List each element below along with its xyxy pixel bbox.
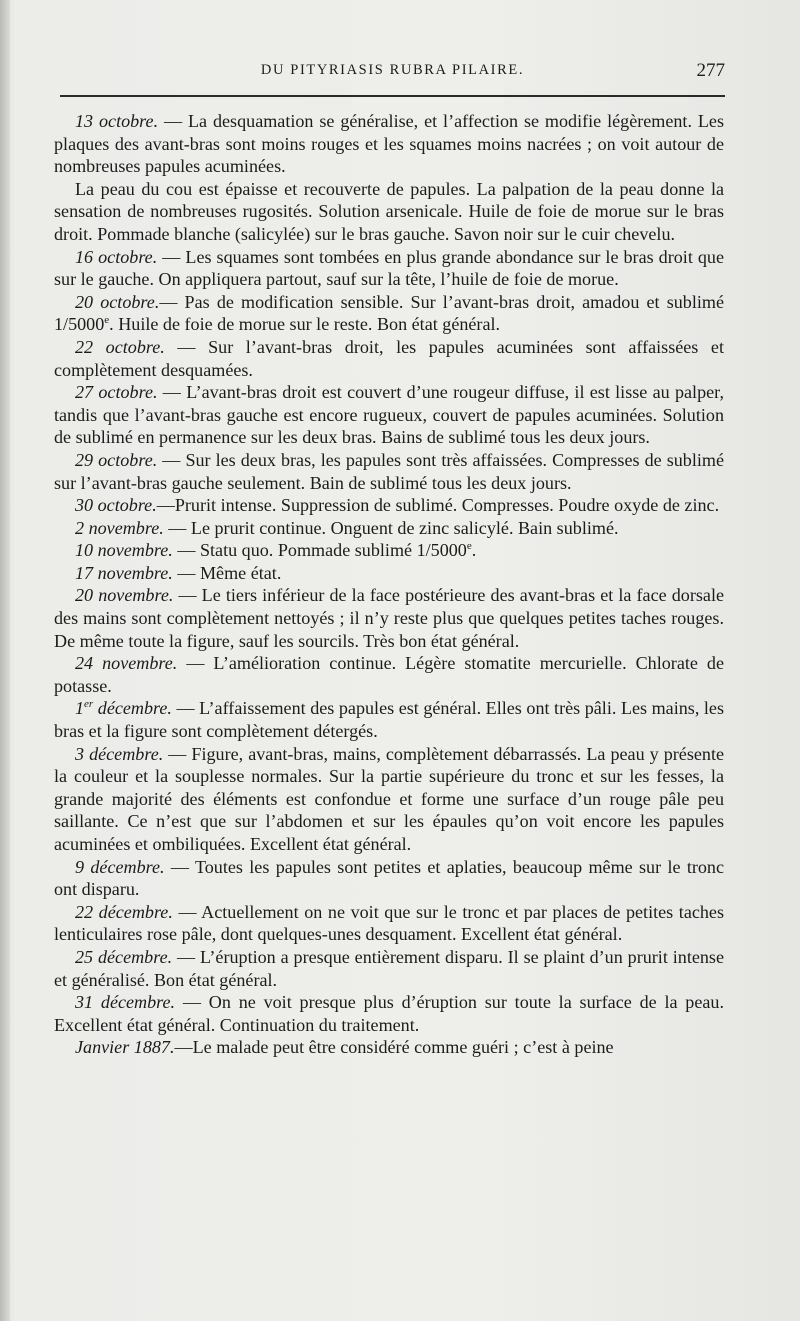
- page-number: 277: [696, 60, 725, 81]
- entry-date: 2 novembre.: [75, 517, 164, 538]
- entry-date: 29 octobre.: [75, 449, 158, 470]
- entry-date: 16 octobre.: [75, 246, 158, 267]
- entry-9-decembre: [54, 856, 724, 901]
- entry-text: — On ne voit presque plus d’éruption sur toute la surface de la peau. Excellent état général. Continuation du traitement.: [54, 992, 724, 1035]
- entry-date: 27 octobre.: [75, 382, 158, 403]
- entry-date: 10 novembre.: [75, 540, 173, 561]
- entry-text: — Même état.: [172, 562, 282, 583]
- entry-text: — La desquamation se généralise, et l’affection se modifie légèrement. Les plaques des avant-bras sont moins rouges et les squames moins nacrées ; on voit autour de nombreuses papules acuminées.: [54, 111, 725, 177]
- entry-3-decembre: [54, 743, 724, 856]
- entry-10-novembre: [54, 539, 724, 562]
- entry-24-novembre: [54, 652, 724, 697]
- entry-16-octobre: [54, 246, 724, 291]
- entry-date: Janvier 1887.: [75, 1037, 175, 1058]
- entry-20-octobre: [54, 291, 724, 336]
- entry-13-octobre: [54, 110, 724, 178]
- page-spine-shadow: [0, 0, 10, 1321]
- entry-date: 9 décembre.: [75, 856, 165, 877]
- entry-date: 24 novembre.: [75, 653, 178, 674]
- superscript: er: [84, 698, 94, 711]
- entry-text: — Sur les deux bras, les papules sont très affaissées. Compresses de sublimé sur l’avant-bras gauche seulement. Bain de sublimé tous les deux jours.: [54, 449, 724, 493]
- superscript: e: [104, 314, 110, 327]
- entry-text: — Figure, avant-bras, mains, complètement débarrassés. La peau y présente la couleur et la souplesse normales. Sur la partie supérieure du tronc et sur les fesses, la grande majorité des éléments est confondue et forme une surface d’un rouge pâle peu saillante. Ce n’est que sur l’abdomen et sur les épaules qu’on voit encore les papules acuminées et ombiliquées. Excellent état général.: [54, 743, 725, 854]
- entry-22-octobre: [54, 336, 724, 381]
- entry-text: — L’avant-bras droit est couvert d’une rougeur diffuse, il est lisse au palper, tandis que l’avant-bras gauche est encore rugueux, couvert de papules acuminées. Solution de sublimé en permanence sur les deux bras. Bains de sublimé tous les deux jours.: [54, 382, 724, 448]
- entry-17-novembre: [54, 562, 724, 585]
- entry-janvier-1887: [54, 1036, 724, 1059]
- entry-31-decembre: [54, 991, 724, 1036]
- entry-text: — L’amélioration continue. Légère stomatite mercurielle. Chlorate de potasse.: [54, 653, 725, 696]
- entry-text: — Pas de modification sensible. Sur l’avant-bras droit, amadou et sublimé 1/5000e. Huile de foie de morue sur le reste. Bon état général.: [54, 291, 724, 335]
- entry-date: 25 décembre.: [75, 946, 173, 967]
- entry-continuation: [54, 178, 724, 246]
- page-header: [60, 60, 725, 84]
- entry-date: 13 octobre.: [75, 111, 159, 131]
- entry-text: La peau du cou est épaisse et recouverte de papules. La palpation de la peau donne la sensation de nombreuses rugosités. Solution arsenicale. Huile de foie de morue sur le bras droit. Pommade blanche (salicylée) sur le bras gauche. Savon noir sur le cuir chevelu.: [54, 178, 724, 244]
- entry-1er-decembre: [54, 697, 724, 742]
- entry-29-octobre: [54, 449, 724, 494]
- entry-date: 22 octobre.: [75, 336, 165, 357]
- header-rule: [60, 95, 725, 97]
- entry-25-decembre: [54, 946, 724, 991]
- entry-text: — Le prurit continue. Onguent de zinc salicylé. Bain sublimé.: [163, 517, 619, 538]
- entry-text: — L’éruption a presque entièrement disparu. Il se plaint d’un prurit intense et généralisé. Bon état général.: [54, 946, 724, 990]
- entry-date: 20 octobre.: [75, 291, 160, 312]
- entry-date: 1er décembre.: [75, 698, 172, 719]
- entry-2-novembre: [54, 517, 724, 540]
- superscript: e: [466, 540, 472, 553]
- entry-date: 22 décembre.: [75, 901, 173, 922]
- entry-22-decembre: [54, 901, 724, 946]
- entry-27-octobre: [54, 381, 724, 449]
- running-title: DU PITYRIASIS RUBRA PILAIRE.: [260, 62, 525, 78]
- entry-date: 17 novembre.: [75, 562, 173, 583]
- entry-text: — L’affaissement des papules est général. Elles ont très pâli. Les mains, les bras et la figure sont complètement détergés.: [54, 698, 725, 742]
- entry-text: — Actuellement on ne voit que sur le tronc et par places de petites taches lenticulaires rose pâle, dont quelques-unes desquament. Excellent état général.: [54, 901, 725, 945]
- entry-30-octobre: [54, 494, 724, 517]
- entry-date: 31 décembre.: [75, 992, 176, 1013]
- entry-date: 30 octobre.: [75, 495, 157, 516]
- entry-text: — Les squames sont tombées en plus grande abondance sur le bras droit que sur le gauche. On appliquera partout, sauf sur la tête, l’huile de foie de morue.: [54, 246, 724, 290]
- entry-text: — Toutes les papules sont petites et aplaties, beaucoup même sur le tronc ont disparu.: [54, 856, 725, 900]
- entry-20-novembre: [54, 584, 724, 652]
- entry-text: —Le malade peut être considéré comme guéri ; c’est à peine: [174, 1037, 614, 1058]
- entry-text: — Sur l’avant-bras droit, les papules acuminées sont affaissées et complètement desquamées.: [54, 336, 724, 380]
- entry-text: — Le tiers inférieur de la face postérieure des avant-bras et la face dorsale des mains sont complètement nettoyés ; il n’y reste plus que quelques petites taches rouges. De même toute la figure, sauf les sourcils. Très bon état général.: [54, 585, 724, 651]
- entry-text: — Statu quo. Pommade sublimé 1/5000e.: [172, 540, 477, 561]
- entry-text: —Prurit intense. Suppression de sublimé. Compresses. Poudre oxyde de zinc.: [156, 495, 720, 516]
- journal-entries: [54, 110, 724, 1059]
- entry-date: 20 novembre.: [75, 585, 174, 606]
- entry-date: 3 décembre.: [75, 743, 164, 764]
